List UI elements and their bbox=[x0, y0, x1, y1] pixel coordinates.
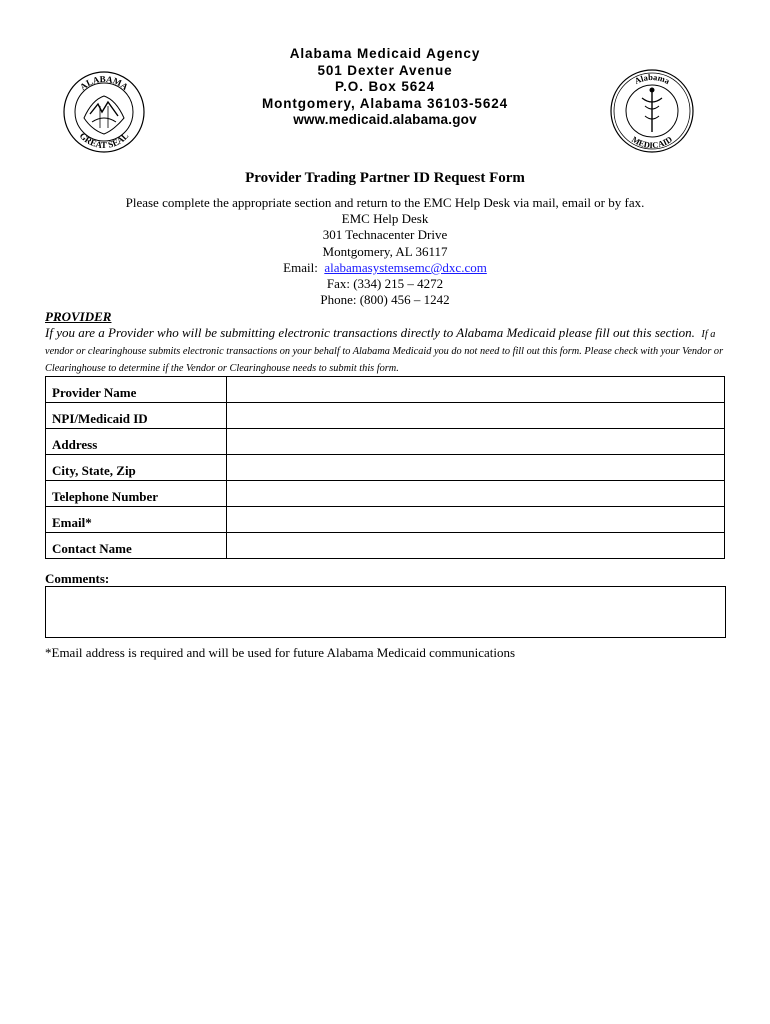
agency-city: Montgomery, Alabama 36103-5624 bbox=[261, 95, 509, 111]
seal-right-bottom-text: MEDICAID bbox=[630, 134, 674, 151]
provider-instructions bbox=[45, 325, 735, 376]
field-input[interactable] bbox=[227, 481, 725, 507]
help-desk-email-line bbox=[0, 260, 770, 276]
field-input[interactable] bbox=[227, 533, 725, 559]
help-desk-info bbox=[0, 195, 770, 308]
field-row bbox=[46, 481, 725, 507]
help-desk-name: EMC Help Desk bbox=[341, 211, 429, 227]
comments-label: Comments: bbox=[45, 571, 110, 586]
agency-name: Alabama Medicaid Agency bbox=[289, 46, 481, 61]
field-label: Email* bbox=[46, 507, 227, 533]
seal-right-top-text: Alabama bbox=[632, 71, 672, 87]
help-desk-fax: Fax: (334) 215 – 4272 bbox=[326, 276, 444, 292]
comments-field[interactable] bbox=[45, 586, 726, 638]
field-label: NPI/Medicaid ID bbox=[46, 403, 227, 429]
seal-left-top-text: ALABAMA bbox=[77, 73, 131, 93]
help-desk-street: 301 Technacenter Drive bbox=[322, 227, 448, 243]
seal-left-bottom-text: GREAT SEAL bbox=[77, 130, 131, 151]
email-required-note: *Email address is required and will be used for future Alabama Medicaid communications bbox=[45, 645, 516, 660]
help-desk-phone: Phone: (800) 456 – 1242 bbox=[320, 292, 450, 308]
provider-section bbox=[45, 309, 735, 376]
field-label: Provider Name bbox=[46, 377, 227, 403]
field-label: Telephone Number bbox=[46, 481, 227, 507]
field-row bbox=[46, 377, 725, 403]
provider-fields-table bbox=[45, 376, 725, 559]
field-input[interactable] bbox=[227, 403, 725, 429]
provider-text-main: If you are a Provider who will be submitting electronic transactions directly to Alabama Medicaid please fill out this section. bbox=[45, 325, 695, 340]
field-row bbox=[46, 403, 725, 429]
email-link[interactable]: alabamasystemsemc@dxc.com bbox=[324, 259, 487, 275]
field-row bbox=[46, 507, 725, 533]
form-title: Provider Trading Partner ID Request Form bbox=[245, 170, 525, 186]
provider-heading: PROVIDER bbox=[45, 309, 112, 324]
field-input[interactable] bbox=[227, 429, 725, 455]
field-input[interactable] bbox=[227, 377, 725, 403]
field-row bbox=[46, 533, 725, 559]
field-label: Address bbox=[46, 429, 227, 455]
help-desk-city: Montgomery, AL 36117 bbox=[322, 243, 448, 259]
instruction-text: Please complete the appropriate section and return to the EMC Help Desk via mail, email or by fax. bbox=[125, 195, 645, 210]
field-label: City, State, Zip bbox=[46, 455, 227, 481]
email-label: Email: bbox=[283, 259, 318, 275]
field-input[interactable] bbox=[227, 507, 725, 533]
agency-website: www.medicaid.alabama.gov bbox=[293, 112, 477, 127]
field-input[interactable] bbox=[227, 455, 725, 481]
agency-po-box: P.O. Box 5624 bbox=[334, 79, 435, 94]
field-row bbox=[46, 455, 725, 481]
provider-text-note: If a vendor or clearinghouse submits electronic transactions on your behalf to Alabama Medicaid you do not need to fill out this form. Please check with your Vendor or Clearinghouse to determine if the Vendor or Clearinghouse needs to submit this form. bbox=[45, 329, 724, 374]
agency-street: 501 Dexter Avenue bbox=[317, 62, 453, 78]
field-row bbox=[46, 429, 725, 455]
agency-header bbox=[0, 46, 770, 129]
field-label: Contact Name bbox=[46, 533, 227, 559]
